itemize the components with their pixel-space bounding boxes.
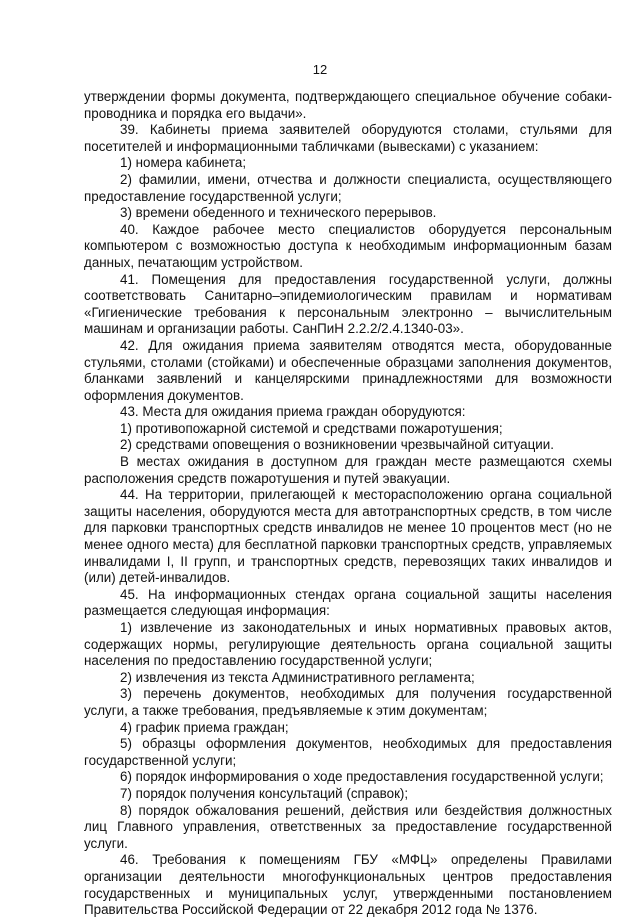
paragraph: 1) противопожарной системой и средствами пожаротушения; xyxy=(120,420,503,436)
paragraph: 44. На территории, прилегающей к месторасположению органа социальной защиты населения, оборудуются места для автотранспортных средств, в том числе для парковки транспортных средств инвалидов не менее 10 процентов мест (но не менее одного места) для бесплатной парковки транспортных средств, управляемых инвалидами I, II групп, и транспортных средств, перевозящих таких инвалидов и (или) детей-инвалидов. xyxy=(84,487,612,586)
paragraph: 41. Помещения для предоставления государственной услуги, должны соответствовать Санитарно–эпидемиологическим правилам и нормативам «Гигиенические требования к персональным электронно – вычислительным машинам и организации работы. СанПиН 2.2.2/2.4.1340-03». xyxy=(84,271,612,337)
paragraph: В местах ожидания в доступном для граждан месте размещаются схемы расположения средств пожаротушения и путей эвакуации. xyxy=(84,454,612,486)
paragraph: 4) график приема граждан; xyxy=(120,719,289,735)
paragraph: утверждении формы документа, подтверждающего специальное обучение собаки-проводника и порядка его выдачи». xyxy=(84,89,612,121)
paragraph: 46. Требования к помещениям ГБУ «МФЦ» определены Правилами организации деятельности многофункциональных центров предоставления государственных и муниципальных услуг, утвержденными постановлением Правительства Российской Федерации от 22 декабря 2012 года № 1376. xyxy=(84,852,612,918)
document-body xyxy=(84,89,612,919)
paragraph: 7) порядок получения консультаций (справок); xyxy=(120,785,409,801)
paragraph: 2) средствами оповещения о возникновении чрезвычайной ситуации. xyxy=(120,437,554,453)
paragraph: 3) перечень документов, необходимых для получения государственной услуги, а также требования, предъявляемые к этим документам; xyxy=(84,686,612,718)
paragraph: 1) номера кабинета; xyxy=(120,155,247,171)
paragraph: 39. Кабинеты приема заявителей оборудуются столами, стульями для посетителей и информационными табличками (вывесками) с указанием: xyxy=(84,122,612,154)
paragraph: 5) образцы оформления документов, необходимых для предоставления государственной услуги; xyxy=(84,736,612,768)
paragraph: 1) извлечение из законодательных и иных нормативных правовых актов, содержащих нормы, регулирующие деятельность органа социальной защиты населения по предоставлению государственной услуги; xyxy=(84,620,612,669)
paragraph: 43. Места для ожидания приема граждан оборудуются: xyxy=(120,404,466,420)
paragraph: 40. Каждое рабочее место специалистов оборудуется персональным компьютером с возможностью доступа к необходимым информационным базам данных, печатающим устройством. xyxy=(84,221,612,270)
paragraph: 6) порядок информирования о ходе предоставления государственной услуги; xyxy=(120,769,604,785)
paragraph: 2) фамилии, имени, отчества и должности специалиста, осуществляющего предоставление государственной услуги; xyxy=(84,171,612,204)
page-number: 12 xyxy=(312,62,328,77)
paragraph: 3) времени обеденного и технического перерывов. xyxy=(120,205,437,221)
paragraph: 8) порядок обжалования решений, действия или бездействия должностных лиц Главного управления, ответственных за предоставление государственной услуги. xyxy=(84,802,612,851)
paragraph: 42. Для ожидания приема заявителям отводятся места, оборудованные стульями, столами (стойками) и обеспеченные образцами заполнения документов, бланками заявлений и канцелярскими принадлежностями для возможности оформления документов. xyxy=(84,337,612,403)
paragraph: 45. На информационных стендах органа социальной защиты населения размещается следующая информация: xyxy=(84,586,612,619)
paragraph: 2) извлечения из текста Административного регламента; xyxy=(120,669,475,685)
